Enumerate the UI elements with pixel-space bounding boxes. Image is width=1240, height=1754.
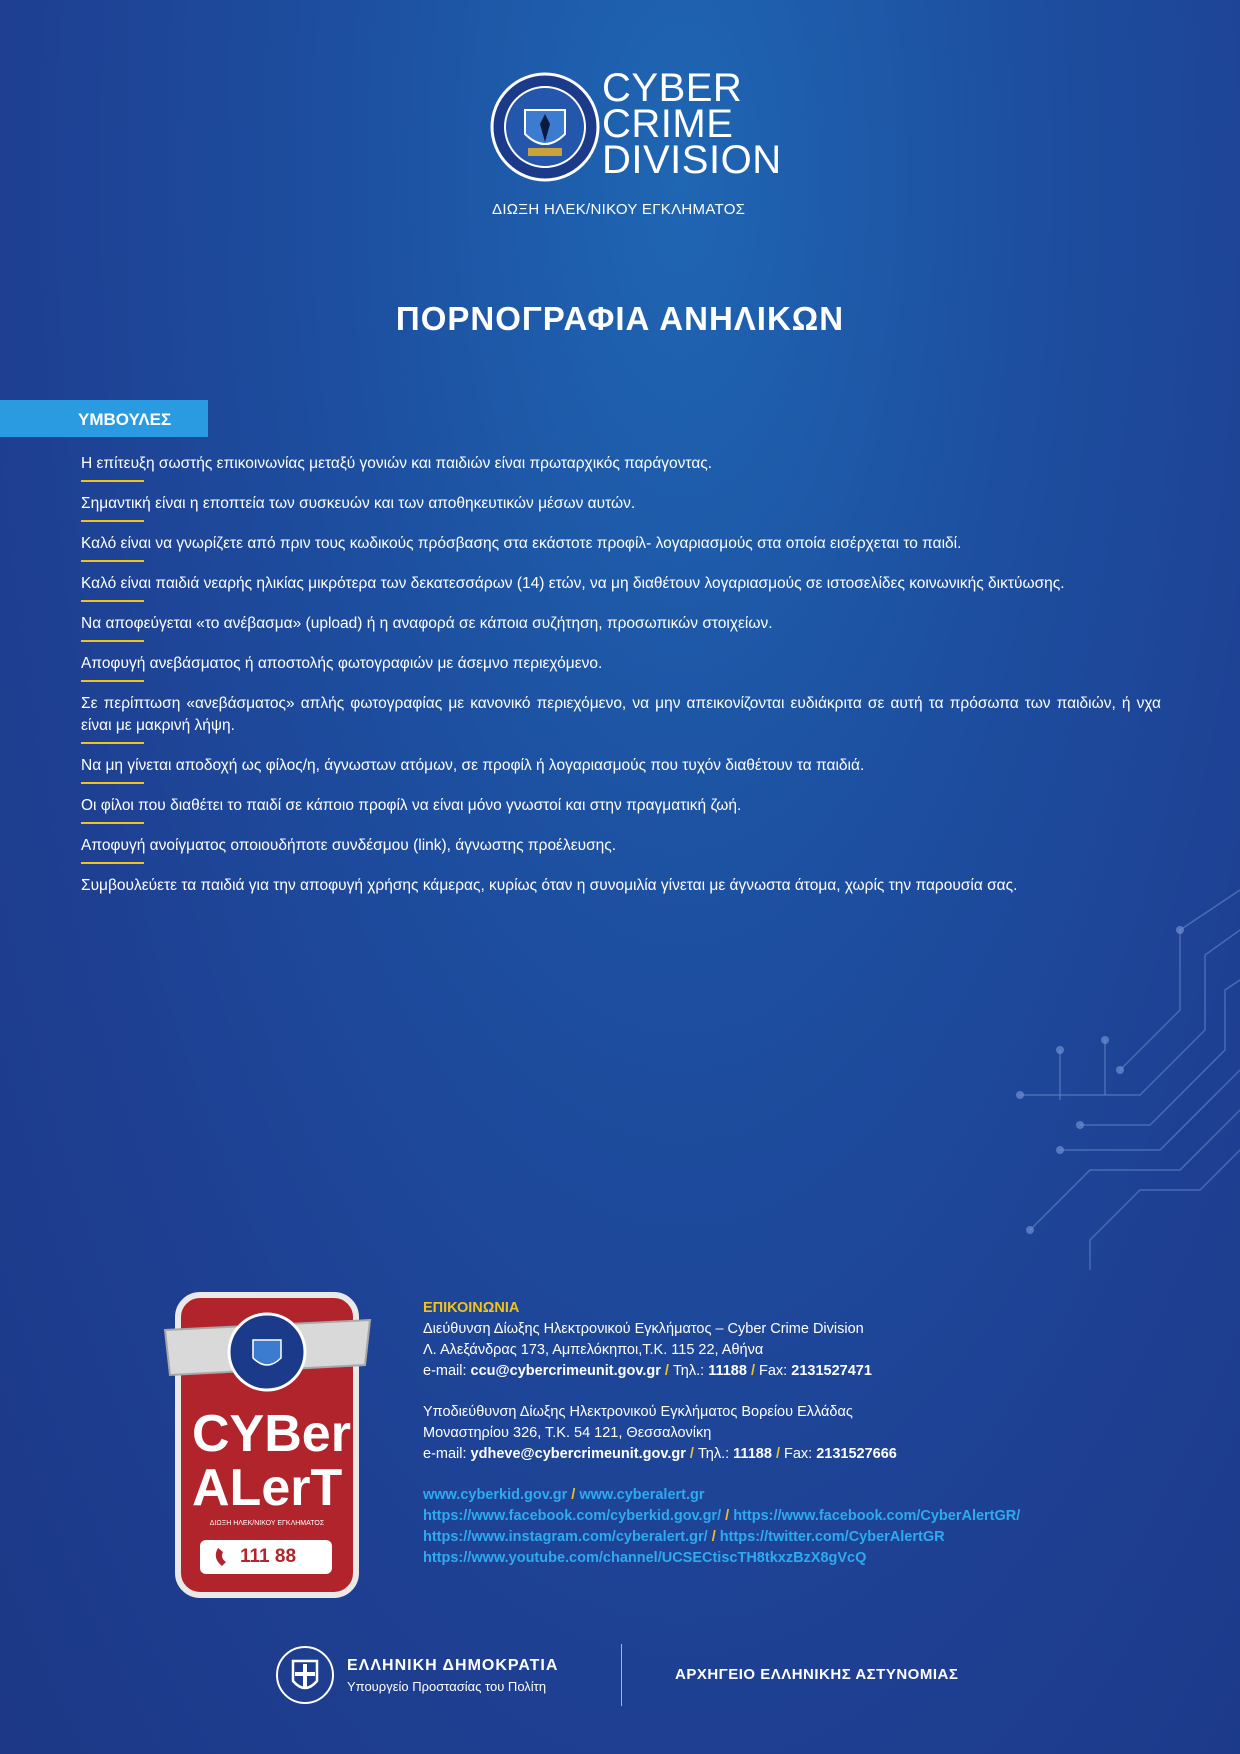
police-badge-icon — [490, 72, 600, 182]
cyber-alert-badge — [160, 1290, 375, 1600]
police-hq: ΑΡΧΗΓΕΙΟ ΕΛΛΗΝΙΚΗΣ ΑΣΤΥΝΟΜΙΑΣ — [675, 1666, 959, 1683]
office1-address: Λ. Αλεξάνδρας 173, Αμπελόκηποι,Τ.Κ. 115 22, Αθήνα — [423, 1342, 764, 1358]
office1-phone: 11188 — [708, 1363, 747, 1379]
office2-address: Μοναστηρίου 326, Τ.Κ. 54 121, Θεσσαλονίκη — [423, 1425, 712, 1441]
contact-heading: ΕΠΙΚΟΙΝΩΝΙΑ — [423, 1300, 520, 1316]
office1-name: Διεύθυνση Δίωξης Ηλεκτρονικού Εγκλήματος – Cyber Crime Division — [423, 1321, 864, 1337]
section-label: ΥΜΒΟΥΛΕΣ — [78, 410, 172, 429]
office2-fax: 2131527666 — [816, 1446, 897, 1462]
office2-phone: 11188 — [733, 1446, 772, 1462]
tip-item: Συμβουλεύετε τα παιδιά για την αποφυγή χρήσης κάμερας, κυρίως όταν η συνομιλία γίνεται με άγνωστα άτομα, χωρίς την παρουσία σας. — [81, 877, 1018, 894]
alert-word-cyber: CYBer — [192, 1405, 351, 1463]
link-cyberalert[interactable]: www.cyberalert.gr — [579, 1487, 705, 1503]
page-title: ΠΟΡΝΟΓΡΑΦΙΑ ΑΝΗΛΙΚΩΝ — [395, 300, 845, 337]
ministry-name: Υπουργείο Προστασίας του Πολίτη — [347, 1679, 547, 1694]
office1-contacts: e-mail: ccu@cybercrimeunit.gov.gr / Τηλ.: 11188 / Fax: 2131527471 — [423, 1363, 872, 1379]
tip-item: Καλό είναι παιδιά νεαρής ηλικίας μικρότερα των δεκατεσσάρων (14) ετών, να μη διαθέτουν λογαριασμούς σε ιστοσελίδες κοινωνικής δικτύωσης. — [81, 573, 1161, 602]
tips-list — [81, 453, 1161, 908]
circuit-decoration-icon — [990, 870, 1240, 1270]
brand-wordmark: CYBER CRIME DIVISION — [602, 66, 782, 182]
tip-item: Καλό είναι να γνωρίζετε από πριν τους κωδικούς πρόσβασης στα εκάστοτε προφίλ- λογαριασμούς στα οποία εισέρχεται το παιδί. — [81, 533, 1161, 562]
section-tab — [0, 400, 208, 437]
office2-contacts: e-mail: ydheve@cybercrimeunit.gov.gr / Τηλ.: 11188 / Fax: 2131527666 — [423, 1446, 897, 1462]
link-facebook-cyberalert[interactable]: https://www.facebook.com/CyberAlertGR/ — [733, 1508, 1021, 1524]
tip-item: Να μη γίνεται αποδοχή ως φίλος/η, άγνωστων ατόμων, σε προφίλ ή λογαριασμούς που τυχόν διαθέτουν τα παιδιά. — [81, 755, 1161, 784]
tip-item: Η επίτευξη σωστής επικοινωνίας μεταξύ γονιών και παιδιών είναι πρωταρχικός παράγοντας. — [81, 453, 1161, 482]
link-instagram[interactable]: https://www.instagram.com/cyberalert.gr/ — [423, 1529, 708, 1545]
alert-word-alert: ALerT — [192, 1459, 343, 1517]
link-facebook-cyberkid[interactable]: https://www.facebook.com/cyberkid.gov.gr/ — [423, 1508, 722, 1524]
office2-email[interactable]: ydheve@cybercrimeunit.gov.gr — [470, 1446, 686, 1462]
links-block: www.cyberkid.gov.gr / www.cyberalert.gr https://www.facebook.com/cyberkid.gov.gr/ / https://www.facebook.com/CyberAlertGR/ https://www.instagram.com/cyberalert.gr/ / https://twitter.com/CyberAlertGR https://www.youtube.com/channel/UCSECtiscTH8tkxzBzX8gVcQ — [423, 1487, 1021, 1566]
link-twitter[interactable]: https://twitter.com/CyberAlertGR — [719, 1529, 945, 1545]
link-cyberkid[interactable]: www.cyberkid.gov.gr — [423, 1487, 568, 1503]
footer-divider — [621, 1644, 622, 1706]
gov-name: ΕΛΛΗΝΙΚΗ ΔΗΜΟΚΡΑΤΙΑ — [347, 1657, 559, 1674]
tip-item: Να αποφεύγεται «το ανέβασμα» (upload) ή η αναφορά σε κάποια συζήτηση, προσωπικών στοιχείων. — [81, 613, 1161, 642]
office1-fax: 2131527471 — [791, 1363, 872, 1379]
cyber-crime-logo — [490, 66, 782, 220]
office2-name: Υποδιεύθυνση Δίωξης Ηλεκτρονικού Εγκλήματος Βορείου Ελλάδας — [423, 1404, 853, 1420]
footer-government — [275, 1645, 605, 1705]
greek-emblem-icon — [275, 1645, 335, 1705]
office1-email[interactable]: ccu@cybercrimeunit.gov.gr — [470, 1363, 661, 1379]
tip-item: Αποφυγή ανοίγματος οποιουδήποτε συνδέσμου (link), άγνωστης προέλευσης. — [81, 835, 1161, 864]
tip-item: Σε περίπτωση «ανεβάσματος» απλής φωτογραφίας με κανονικό περιεχόμενο, να μην απεικονίζονται ευδιάκριτα σε αυτή τα πρόσωπα των παιδιών, ή νχα είναι με μακρινή λήψη. — [81, 693, 1161, 744]
tip-item: Οι φίλοι που διαθέτει το παιδί σε κάποιο προφίλ να είναι μόνο γνωστοί και στην πραγματική ζωή. — [81, 795, 1161, 824]
contact-block — [423, 1298, 1020, 1569]
brand-subtitle: ΔΙΩΞΗ ΗΛΕΚ/ΝΙΚΟΥ ΕΓΚΛΗΜΑΤΟΣ — [492, 201, 746, 218]
alert-tagline: ΔΙΩΞΗ ΗΛΕΚ/ΝΙΚΟΥ ΕΓΚΛΗΜΑΤΟΣ — [209, 1520, 325, 1527]
alert-phone: 111 88 — [240, 1546, 297, 1567]
tip-item: Σημαντική είναι η εποπτεία των συσκευών και των αποθηκευτικών μέσων αυτών. — [81, 493, 1161, 522]
link-youtube[interactable]: https://www.youtube.com/channel/UCSECtiscTH8tkxzBzX8gVcQ — [423, 1550, 867, 1566]
tip-item: Αποφυγή ανεβάσματος ή αποστολής φωτογραφιών με άσεμνο περιεχόμενο. — [81, 653, 1161, 682]
